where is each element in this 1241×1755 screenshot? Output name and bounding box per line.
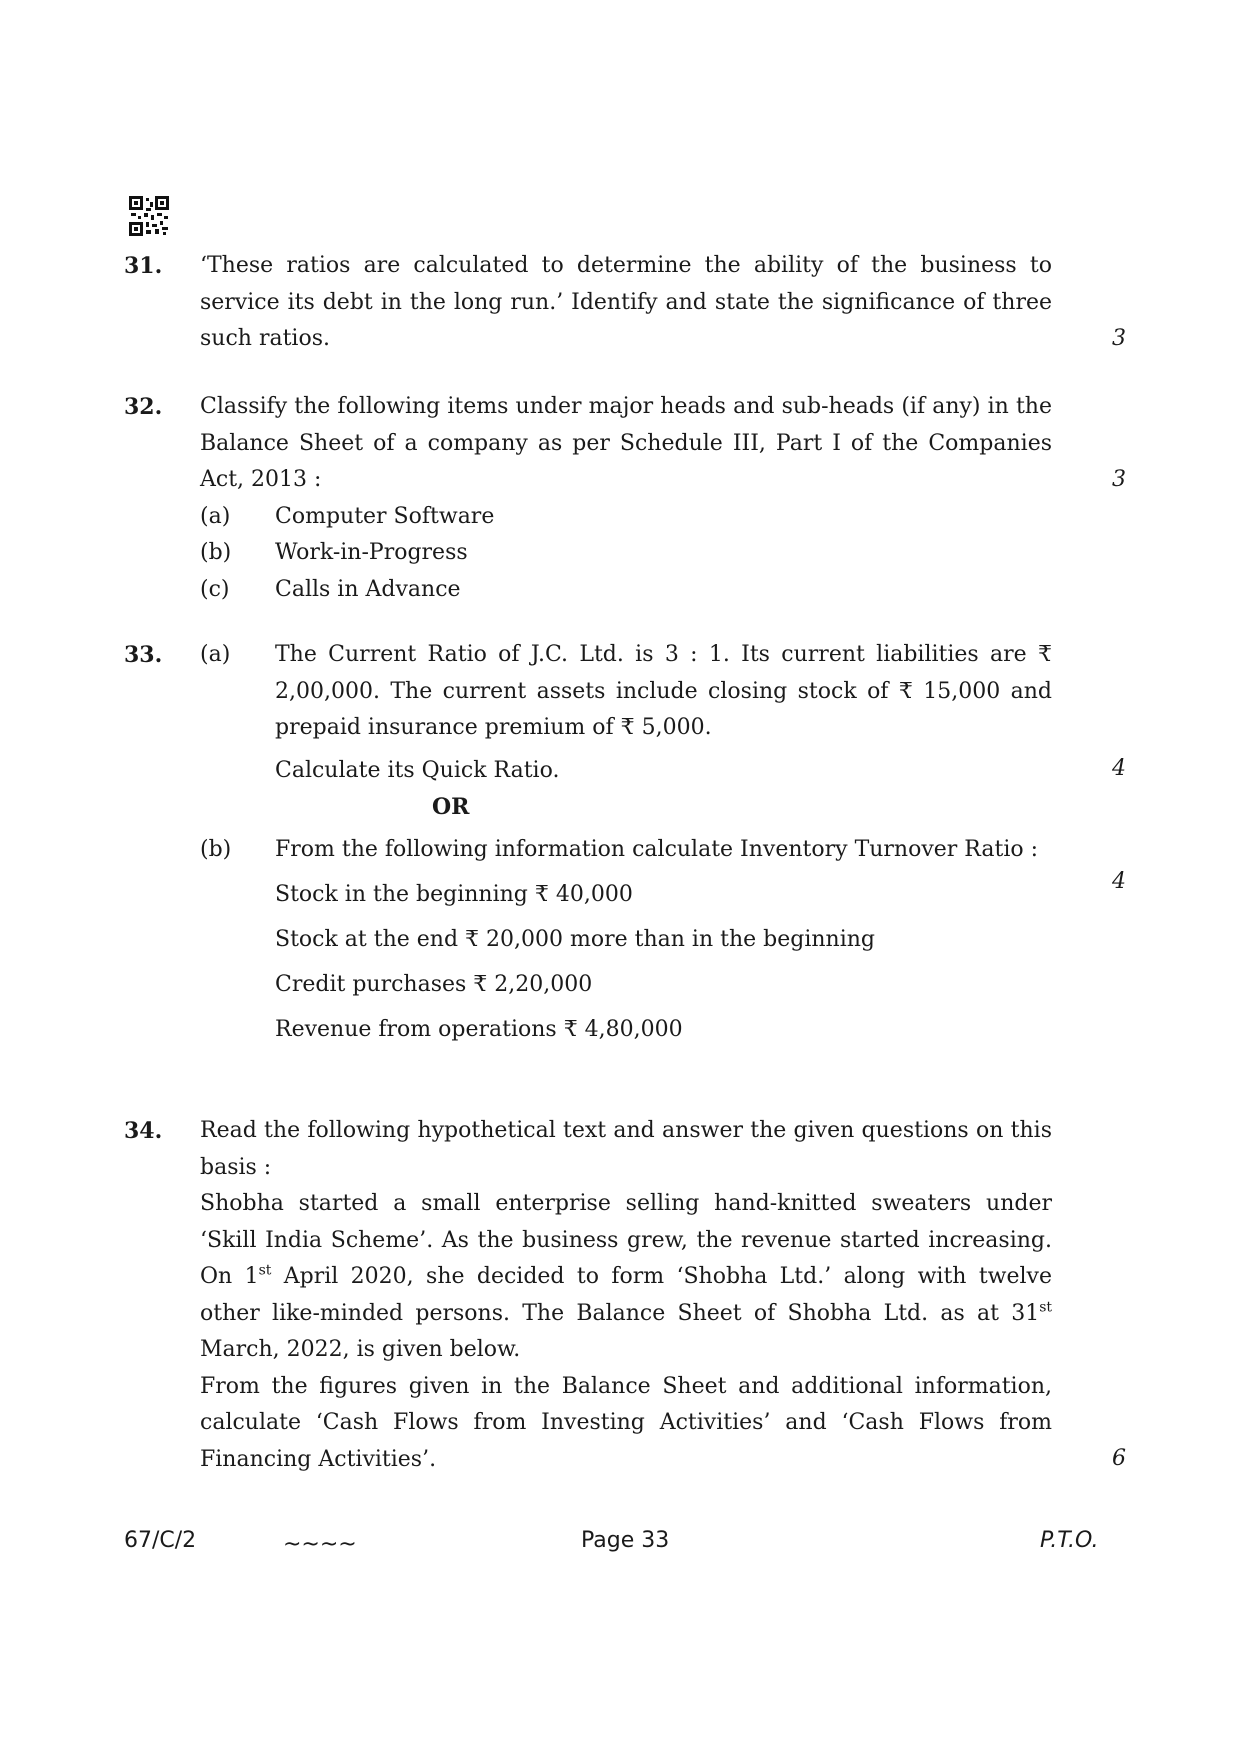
page-number: Page 33 xyxy=(581,1528,670,1553)
item-label: (b) xyxy=(200,540,232,565)
text-run: Shobha started a small enterprise selling hand-knitted sweaters under ‘Skill India Scheme’. As the business grew, the revenue started increasing. On 1 xyxy=(200,1191,1052,1289)
sub-question-text: From the following information calculate Inventory Turnover Ratio : xyxy=(275,836,1039,862)
item-text: Work-in-Progress xyxy=(275,540,468,565)
case-paragraph xyxy=(200,1186,1052,1369)
marks: 3 xyxy=(1112,467,1126,492)
ornament: ~~~~ xyxy=(283,1532,357,1557)
item-label: (c) xyxy=(200,576,230,602)
marks: 4 xyxy=(1112,869,1126,894)
question-number: 31. xyxy=(124,253,163,279)
task-paragraph: From the figures given in the Balance Sheet and additional information, calculate ‘Cash Flows from Investing Activities’ and ‘Cash Flows from Financing Activities’. xyxy=(200,1373,1052,1472)
text-run: March, 2022, is given below. xyxy=(200,1337,521,1362)
question-33 xyxy=(124,637,1124,1048)
or-separator: OR xyxy=(432,794,470,820)
question-text: Classify the following items under major heads and sub-heads (if any) in the Balance Sheet of a company as per Schedule III, Part I of the Companies Act, 2013 : xyxy=(200,394,1052,492)
paper-code: 67/C/2 xyxy=(124,1528,197,1553)
info-line: Stock in the beginning ₹ 40,000 xyxy=(275,882,633,907)
item-text: Calls in Advance xyxy=(275,576,461,602)
question-text: ‘These ratios are calculated to determine the ability of the business to service its debt in the long run.’ Identify and state the significance of three such ratios. xyxy=(200,253,1052,351)
sub-question-text: The Current Ratio of J.C. Ltd. is 3 : 1. Its current liabilities are ₹ 2,00,000. The current assets include closing stock of ₹ 15,000 and prepaid insurance premium of ₹ 5,000. xyxy=(275,642,1052,740)
question-32 xyxy=(124,389,1124,608)
info-line: Stock at the end ₹ 20,000 more than in the beginning xyxy=(275,927,875,952)
sub-question-task: Calculate its Quick Ratio. xyxy=(275,757,560,783)
marks: 4 xyxy=(1112,756,1126,781)
page-footer xyxy=(0,1528,1241,1558)
info-line: Credit purchases ₹ 2,20,000 xyxy=(275,972,593,997)
list-item xyxy=(200,535,1052,572)
sub-label: (b) xyxy=(200,836,232,862)
sub-label: (a) xyxy=(200,642,231,667)
item-label: (a) xyxy=(200,503,231,529)
item-text: Computer Software xyxy=(275,503,495,529)
question-number: 33. xyxy=(124,642,163,668)
info-line: Revenue from operations ₹ 4,80,000 xyxy=(275,1017,683,1042)
pto-label: P.T.O. xyxy=(1040,1528,1099,1553)
marks: 6 xyxy=(1112,1446,1126,1471)
superscript: st xyxy=(1039,1299,1052,1316)
list-item xyxy=(200,499,1052,536)
text-run: April 2020, she decided to form ‘Shobha Ltd.’ along with twelve other like-minded persons. The Balance Sheet of Shobha Ltd. as at 31 xyxy=(200,1264,1052,1326)
sub-question-b xyxy=(200,832,1052,1049)
question-number: 34. xyxy=(124,1118,163,1144)
question-number: 32. xyxy=(124,394,163,420)
question-31 xyxy=(124,248,1124,358)
list-item xyxy=(200,572,1052,609)
sub-question-a xyxy=(200,637,1052,789)
question-34 xyxy=(124,1113,1124,1478)
superscript: st xyxy=(258,1262,272,1279)
qr-code-icon xyxy=(129,196,169,236)
question-intro: Read the following hypothetical text and answer the given questions on this basis : xyxy=(200,1118,1052,1180)
marks: 3 xyxy=(1112,326,1126,351)
